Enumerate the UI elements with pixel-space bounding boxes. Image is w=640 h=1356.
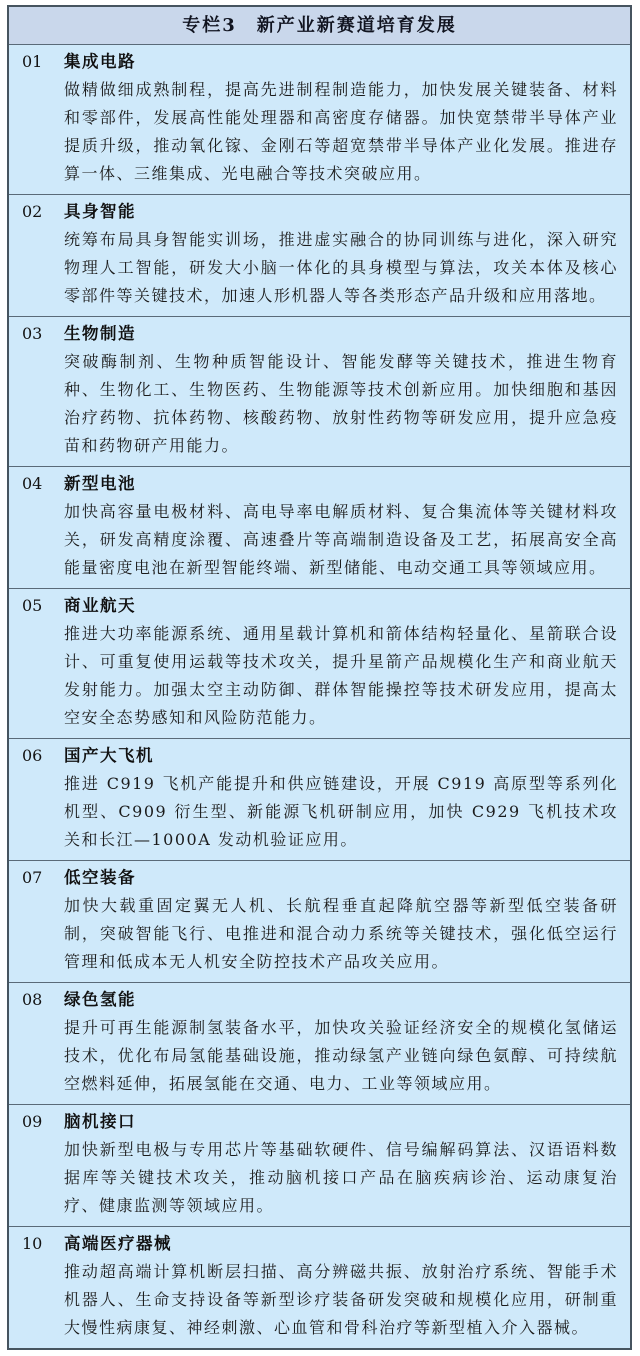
item-body: 推进 C919 飞机产能提升和供应链建设，开展 C919 高原型等系列化机型、C909 衍生型、新能源飞机研制应用，加快 C929 飞机技术攻关和长江—1000A 发动机验证应用。 xyxy=(64,774,618,849)
item-title: 脑机接口 xyxy=(64,1112,136,1131)
item-row-03 xyxy=(9,317,630,467)
item-content xyxy=(64,1108,618,1220)
item-row-10 xyxy=(9,1227,630,1348)
item-content xyxy=(64,592,618,732)
item-number: 03 xyxy=(22,324,43,343)
item-number: 09 xyxy=(22,1112,43,1131)
item-title: 高端医疗器械 xyxy=(64,1234,172,1253)
item-content xyxy=(64,742,618,854)
item-content xyxy=(64,986,618,1098)
item-row-06 xyxy=(9,739,630,861)
item-body: 加快高容量电极材料、高电导率电解质材料、复合集流体等关键材料攻关，研发高精度涂覆、高速叠片等高端制造设备及工艺，拓展高安全高能量密度电池在新型智能终端、新型储能、电动交通工具等领域应用。 xyxy=(64,502,618,577)
item-number: 05 xyxy=(22,596,43,615)
item-row-09 xyxy=(9,1105,630,1227)
item-row-08 xyxy=(9,983,630,1105)
item-body: 加快新型电极与专用芯片等基础软硬件、信号编解码算法、汉语语料数据库等关键技术攻关，推动脑机接口产品在脑疾病诊治、运动康复治疗、健康监测等领域应用。 xyxy=(64,1140,618,1215)
item-title: 低空装备 xyxy=(64,868,136,887)
item-number: 06 xyxy=(22,746,43,765)
item-content xyxy=(64,320,618,460)
item-row-07 xyxy=(9,861,630,983)
item-row-01 xyxy=(9,45,630,195)
item-body: 统筹布局具身智能实训场，推进虚实融合的协同训练与进化，深入研究物理人工智能，研发大小脑一体化的具身模型与算法，攻关本体及核心零部件等关键技术，加速人形机器人等各类形态产品升级和应用落地。 xyxy=(64,230,618,305)
panel-column3 xyxy=(7,5,632,1350)
item-row-02 xyxy=(9,195,630,317)
item-number: 01 xyxy=(22,52,43,71)
item-title: 具身智能 xyxy=(64,202,136,221)
item-row-05 xyxy=(9,589,630,739)
item-body: 突破酶制剂、生物种质智能设计、智能发酵等关键技术，推进生物育种、生物化工、生物医药、生物能源等技术创新应用。加快细胞和基因治疗药物、抗体药物、核酸药物、放射性药物等研发应用，提升应急疫苗和药物研产用能力。 xyxy=(64,352,618,455)
item-title: 绿色氢能 xyxy=(64,990,136,1009)
item-number: 10 xyxy=(22,1234,43,1253)
item-title: 商业航天 xyxy=(64,596,136,615)
item-body: 做精做细成熟制程，提高先进制程制造能力，加快发展关键装备、材料和零部件，发展高性能处理器和高密度存储器。加快宽禁带半导体产业提质升级，推动氧化镓、金刚石等超宽禁带半导体产业化发展。推进存算一体、三维集成、光电融合等技术突破应用。 xyxy=(64,80,618,183)
item-title: 集成电路 xyxy=(64,52,136,71)
item-content xyxy=(64,48,618,188)
item-content xyxy=(64,864,618,976)
item-number: 04 xyxy=(22,474,43,493)
item-content xyxy=(64,198,618,310)
item-row-04 xyxy=(9,467,630,589)
item-body: 提升可再生能源制氢装备水平，加快攻关验证经济安全的规模化氢储运技术，优化布局氢能基础设施，推动绿氢产业链向绿色氨醇、可持续航空燃料延伸，拓展氢能在交通、电力、工业等领域应用。 xyxy=(64,1018,618,1093)
item-content xyxy=(64,1230,618,1342)
item-title: 生物制造 xyxy=(64,324,136,343)
item-content xyxy=(64,470,618,582)
panel-title: 专栏3 新产业新赛道培育发展 xyxy=(9,7,630,45)
item-number: 02 xyxy=(22,202,43,221)
item-body: 加快大载重固定翼无人机、长航程垂直起降航空器等新型低空装备研制，突破智能飞行、电推进和混合动力系统等关键技术，强化低空运行管理和低成本无人机安全防控技术产品攻关应用。 xyxy=(64,896,618,971)
item-number: 08 xyxy=(22,990,43,1009)
item-body: 推动超高端计算机断层扫描、高分辨磁共振、放射治疗系统、智能手术机器人、生命支持设备等新型诊疗装备研发突破和规模化应用，研制重大慢性病康复、神经刺激、心血管和骨科治疗等新型植入介入器械。 xyxy=(64,1262,618,1337)
item-title: 国产大飞机 xyxy=(64,746,154,765)
item-number: 07 xyxy=(22,868,43,887)
item-body: 推进大功率能源系统、通用星载计算机和箭体结构轻量化、星箭联合设计、可重复使用运载等技术攻关，提升星箭产品规模化生产和商业航天发射能力。加强太空主动防御、群体智能操控等技术研发应用，提高太空安全态势感知和风险防范能力。 xyxy=(64,624,618,727)
item-title: 新型电池 xyxy=(64,474,136,493)
